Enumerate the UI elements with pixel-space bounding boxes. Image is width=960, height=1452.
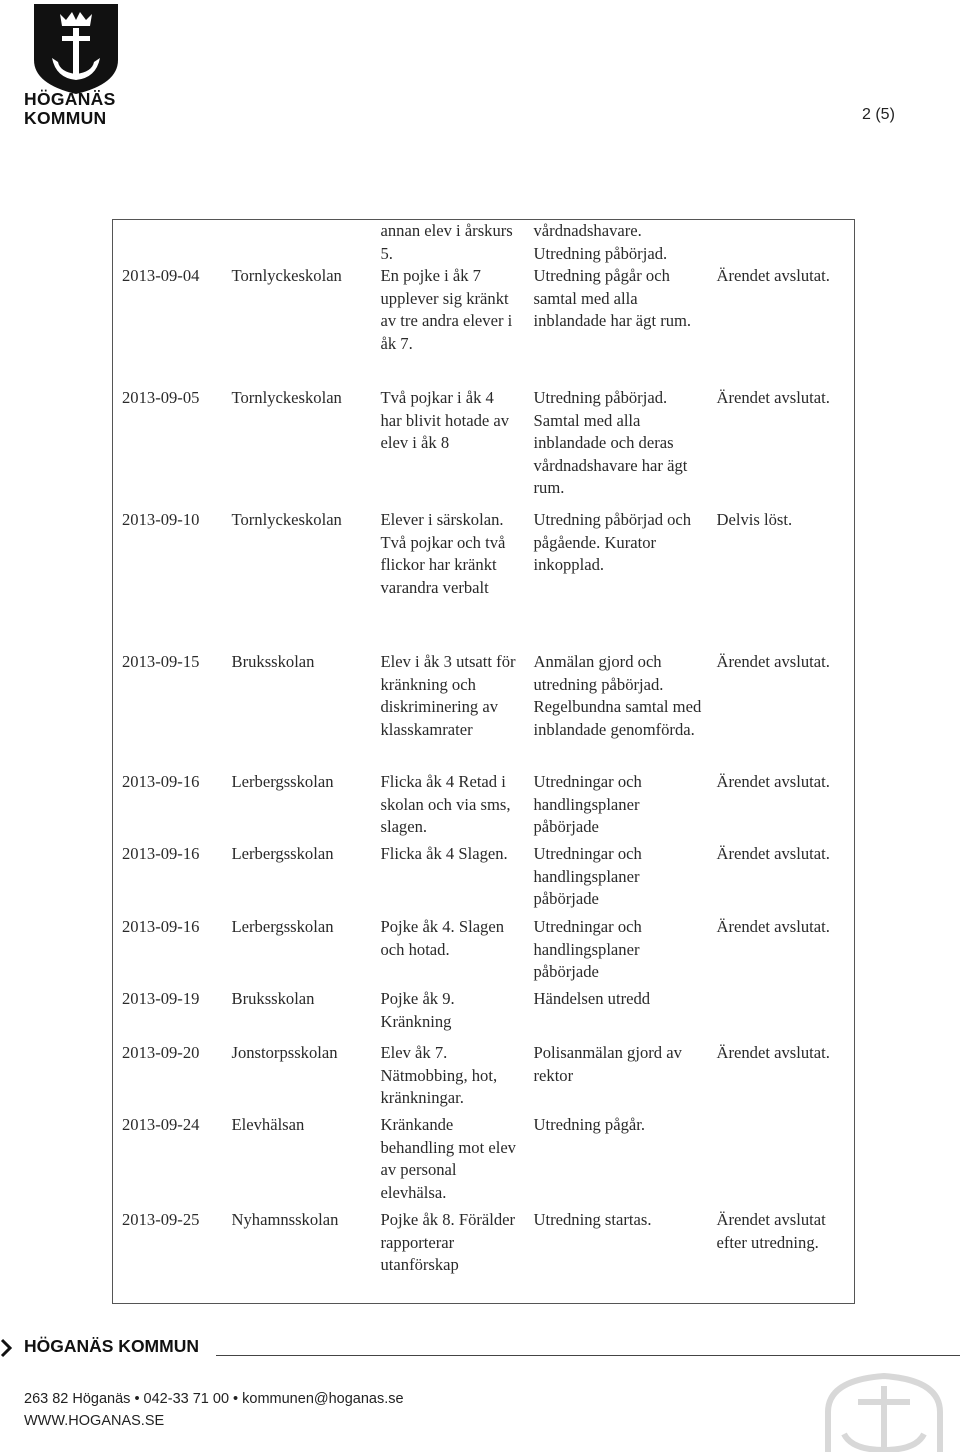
school-cell: Bruksskolan [231,989,315,1008]
action-cell: Utredning startas. [533,1210,652,1229]
footer-divider [216,1355,960,1356]
incident-cell: Pojke åk 4. Slagen och hotad. [380,917,505,959]
date-cell: 2013-09-04 [122,266,200,285]
table-row [113,771,855,843]
page-number: 2 (5) [862,106,895,123]
status-cell: Delvis löst. [716,510,793,529]
incident-cell: Två pojkar i åk 4 har blivit hotade av elev i åk 8 [380,388,510,452]
incident-cell: Flicka åk 4 Retad i skolan och via sms, slagen. [380,772,511,836]
status-cell: Ärendet avslutat. [716,844,830,863]
status-cell: Ärendet avslutat. [716,772,830,791]
incident-cell: Pojke åk 8. Förälder rapporterar utanförskap [380,1210,516,1274]
triangle-right-icon [0,1338,12,1358]
status-cell: Ärendet avslutat. [716,1043,830,1062]
date-cell: 2013-09-24 [122,1115,200,1134]
action-cell: Utredningar och handlingsplaner påbörjade [533,772,642,836]
table-row [113,843,855,916]
date-cell: 2013-09-19 [122,989,200,1008]
table-row [113,1114,855,1209]
table-row [113,509,855,651]
incident-cell: Flicka åk 4 Slagen. [380,844,508,863]
school-cell: Nyhamnsskolan [231,1210,339,1229]
status-cell [708,220,855,266]
table-row [113,1042,855,1114]
school-cell: Tornlyckeskolan [231,388,342,407]
anchor-watermark-icon [808,1372,960,1452]
incident-cell: Kränkande behandling mot elev av personal elevhälsa. [380,1115,516,1202]
table-row [113,916,855,988]
school-cell: Bruksskolan [231,652,315,671]
action-cell: Polisanmälan gjord av rektor [533,1043,682,1085]
action-cell: Utredning påbörjad. Samtal med alla inblandade och deras vårdnadshavare har ägt rum. [533,388,688,497]
school-cell: Tornlyckeskolan [231,266,342,285]
date-cell [113,220,223,266]
incident-cell: Elever i särskolan. Två pojkar och två flickor har kränkt varandra verbalt [380,510,506,597]
table-row [113,265,855,387]
school-cell: Lerbergsskolan [231,917,334,936]
incident-cell: Elev åk 7. Nätmobbing, hot, kränkningar. [380,1043,498,1107]
table-row [113,387,855,509]
incident-cell: En pojke i åk 7 upplever sig kränkt av tre andra elever i åk 7. [380,266,513,353]
date-cell: 2013-09-16 [122,844,200,863]
date-cell: 2013-09-10 [122,510,200,529]
status-cell: Ärendet avslutat. [716,388,830,407]
action-cell: Händelsen utredd [533,989,651,1008]
school-cell: Lerbergsskolan [231,844,334,863]
school-cell: Elevhälsan [231,1115,305,1134]
table-row [113,220,855,266]
footer-website-link[interactable]: WWW.HOGANAS.SE [24,1413,165,1429]
date-cell: 2013-09-15 [122,652,200,671]
status-cell: Ärendet avslutat efter utredning. [716,1210,826,1252]
table-row [113,1209,855,1303]
table-row [113,988,855,1042]
action-cell: Utredning pågår. [533,1115,646,1134]
school-cell: Tornlyckeskolan [231,510,342,529]
action-cell: Utredning påbörjad och pågående. Kurator inkopplad. [533,510,692,574]
status-cell [708,1114,855,1209]
action-cell: vårdnadshavare. Utredning påbörjad. [533,221,668,263]
date-cell: 2013-09-05 [122,388,200,407]
status-cell: Ärendet avslutat. [716,652,830,671]
action-cell: Utredning pågår och samtal med alla inblandade har ägt rum. [533,266,692,330]
action-cell: Utredningar och handlingsplaner påbörjade [533,917,642,981]
status-cell: Ärendet avslutat. [716,266,830,285]
school-cell: Jonstorpsskolan [231,1043,338,1062]
date-cell: 2013-09-20 [122,1043,200,1062]
school-cell: Lerbergsskolan [231,772,334,791]
incident-cell: Pojke åk 9. Kränkning [380,989,455,1031]
action-cell: Anmälan gjord och utredning påbörjad. Regelbundna samtal med inblandade genomförda. [533,652,702,739]
status-cell [708,988,855,1042]
logo-text: HÖGANÄS KOMMUN [24,89,116,128]
date-cell: 2013-09-16 [122,917,200,936]
date-cell: 2013-09-25 [122,1210,200,1229]
table-row [113,651,855,771]
school-cell [223,220,372,266]
footer-organization-name: HÖGANÄS KOMMUN [24,1336,199,1356]
date-cell: 2013-09-16 [122,772,200,791]
action-cell: Utredningar och handlingsplaner påbörjade [533,844,642,908]
incident-cell: annan elev i årskurs 5. [380,221,513,263]
status-cell: Ärendet avslutat. [716,917,830,936]
footer-address: 263 82 Höganäs • 042-33 71 00 • kommunen@hoganas.se [24,1391,404,1407]
incident-report-table [112,219,855,1304]
incident-cell: Elev i åk 3 utsatt för kränkning och diskriminering av klasskamrater [380,652,516,739]
